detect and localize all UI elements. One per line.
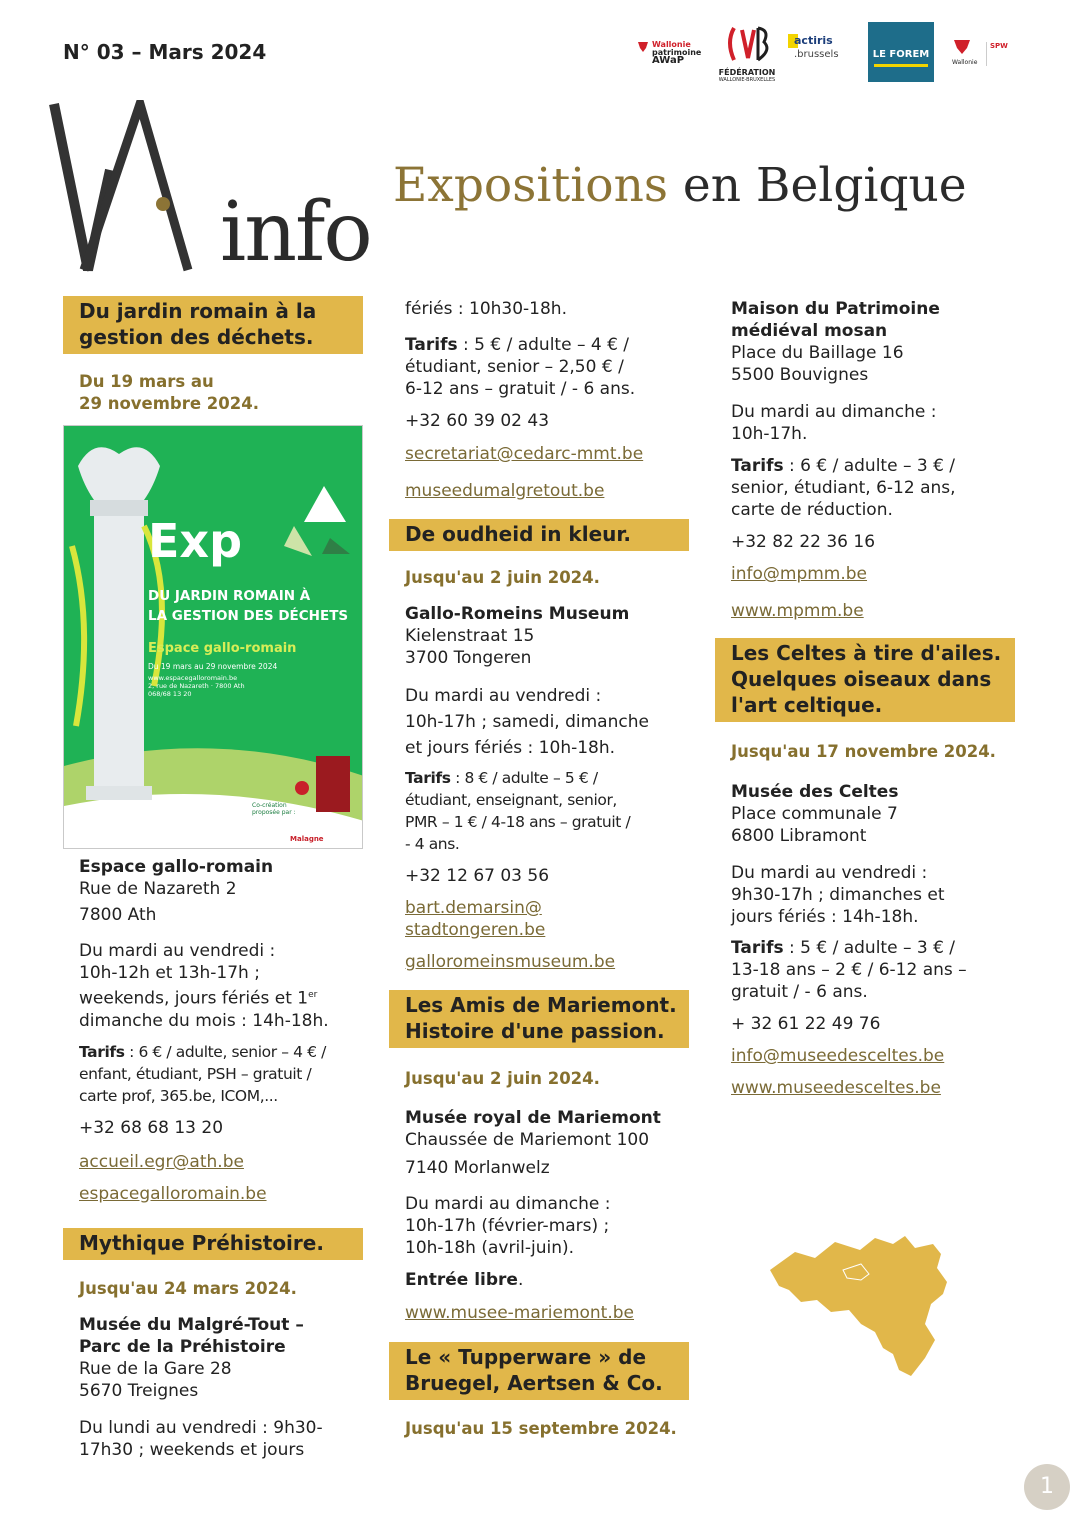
masthead-info-text: info: [220, 185, 371, 280]
exhibit-4-web-link[interactable]: www.musee-mariemont.be: [405, 1303, 635, 1323]
exhibit-3-web-link[interactable]: galloromeinsmuseum.be: [405, 952, 616, 972]
exhibit-2-info: Musée du Malgré-Tout – Parc de la Préhistoire Rue de la Gare 28 5670 Treignes Du lundi au vendredi : 9h30- 17h30 ; weekends et jours: [79, 1314, 323, 1460]
exhibit-1-title: Du jardin romain à la gestion des déchets.: [63, 296, 363, 354]
exhibit-1-email-link[interactable]: accueil.egr@ath.be: [79, 1151, 244, 1172]
exhibit-4-dates: Jusqu'au 2 juin 2024.: [405, 1069, 600, 1088]
exhibit-2-title: Mythique Préhistoire.: [63, 1228, 363, 1260]
page-title: Expositions en Belgique: [393, 158, 967, 213]
federation-wallonie-bruxelles-logo: FÉDÉRATION WALLONIE-BRUXELLES: [712, 24, 782, 84]
exhibit-1-dates: Du 19 mars au 29 novembre 2024.: [79, 372, 260, 413]
exhibit-2-email-link[interactable]: secretariat@cedarc-mmt.be: [405, 444, 644, 464]
exhibit-6-info: Maison du Patrimoine médiéval mosan Place du Baillage 16 5500 Bouvignes Du mardi au dimanche : 10h-17h. Tarifs : 6 € / adulte – 3 € / senior, étudiant, 6-12 ans, carte de réduction. +32 82 22 36 16 info@mpmm.be www.mpmm.be: [715, 298, 1015, 622]
exhibit-7-dates: Jusqu'au 17 novembre 2024.: [731, 742, 996, 761]
exhibit-6-web-link[interactable]: www.mpmm.be: [731, 601, 864, 621]
exhibit-1-tarifs: Tarifs : 6 € / adulte, senior – 4 € / enfant, étudiant, PSH – gratuit / carte prof, 365.be, ICOM,...: [79, 1042, 326, 1105]
exhibit-6-email-link[interactable]: info@mpmm.be: [731, 564, 868, 584]
exhibit-3-tarifs: Tarifs : 8 € / adulte – 5 € / étudiant, enseignant, senior, PMR – 1 € / 4-18 ans – gratuit / - 4 ans.: [405, 769, 631, 853]
exhibit-3-phone: +32 12 67 03 56: [405, 866, 550, 886]
exhibit-4-title: Les Amis de Mariemont. Histoire d'une passion.: [389, 990, 689, 1048]
exhibit-1-phone: +32 68 68 13 20: [79, 1117, 224, 1138]
actiris-logo: actiris .brussels: [788, 34, 858, 68]
column-2: [389, 298, 689, 1440]
exhibit-4-info: Musée royal de Mariemont Chaussée de Mariemont 100 7140 Morlanwelz Du mardi au dimanche : 10h-17h (février-mars) ; 10h-18h (avril-juin). Entrée libre. www.musee-mariemont.be: [389, 1107, 689, 1324]
wallonie-logo: Wallonie: [952, 38, 977, 67]
issue-number: N° 03 – Mars 2024: [63, 40, 267, 64]
exhibit-7-email-link[interactable]: info@museedesceltes.be: [731, 1046, 945, 1066]
exhibit-3-info: Gallo-Romeins Museum Kielenstraat 15 3700 Tongeren Du mardi au vendredi : 10h-17h ; samedi, dimanche et jours fériés : 10h-18h. Tarifs : 8 € / adulte – 5 € / étudiant, enseignant, senior, PMR – 1 € / 4-18 ans – gratuit / - 4 ans. +32 12 67 03 56 bart.demarsin@ stadtongeren.be galloromeinsmuseum.be: [389, 603, 689, 973]
page-number: 1: [1024, 1464, 1070, 1510]
exhibit-7-title: Les Celtes à tire d'ailes. Quelques oiseaux dans l'art celtique.: [715, 638, 1015, 722]
partner-logos: Wallonie patrimoine AWaP FÉDÉRATION WALLONIE-BRUXELLES actiris .brussels LE FOREM Wallonie SPW: [630, 22, 1025, 84]
le-forem-logo: LE FOREM: [868, 22, 934, 82]
exhibit-7-web-link[interactable]: www.museedesceltes.be: [731, 1078, 941, 1098]
exhibit-5-dates: Jusqu'au 15 septembre 2024.: [405, 1419, 677, 1438]
exhibit-6-phone: +32 82 22 36 16: [731, 532, 876, 552]
spw-logo: SPW: [986, 42, 1016, 66]
belgium-map-icon: [765, 1230, 1015, 1380]
column-1: [63, 296, 363, 1461]
wa-info-masthead: [48, 100, 378, 280]
exhibit-2-info-continued: fériés : 10h30-18h. Tarifs : 5 € / adulte – 4 € / étudiant, senior – 2,50 € / 6-12 ans – gratuit / - 6 ans. +32 60 39 02 43 secretariat@cedarc-mmt.be museedumalgretout.be: [389, 298, 689, 502]
column-3: [715, 298, 1015, 1099]
exhibit-2-web-link[interactable]: museedumalgretout.be: [405, 481, 605, 501]
exhibit-1-web-link[interactable]: espacegalloromain.be: [79, 1183, 267, 1204]
exhibit-3-dates: Jusqu'au 2 juin 2024.: [405, 568, 600, 587]
exhibit-3-title: De oudheid in kleur.: [389, 519, 689, 551]
exhibit-2-dates: Jusqu'au 24 mars 2024.: [79, 1278, 297, 1298]
exhibit-1-info: Espace gallo-romain Rue de Nazareth 2 7800 Ath Du mardi au vendredi : 10h-12h et 13h-17h ; weekends, jours fériés et 1er dimanche du mois : 14h-18h. Tarifs : 6 € / adulte, senior – 4 € / enfant, étudiant, PSH – gratuit / carte prof, 365.be, ICOM,... +32 68 68 13 20 accueil.egr@ath.be espacegalloromain.be: [63, 856, 363, 1205]
wa-logo-icon: [48, 100, 223, 275]
exhibit-3-email-link[interactable]: bart.demarsin@ stadtongeren.be: [405, 898, 546, 940]
exhibit-5-title: Le « Tupperware » de Bruegel, Aertsen & Co.: [389, 1342, 689, 1400]
exhibit-7-info: Musée des Celtes Place communale 7 6800 Libramont Du mardi au vendredi : 9h30-17h ; dimanches et jours fériés : 14h-18h. Tarifs : 5 € / adulte – 3 € / 13-18 ans – 2 € / 6-12 ans – gratuit / - 6 ans. + 32 61 22 49 76 info@museedesceltes.be www.museedesceltes.be: [715, 781, 1015, 1099]
exhibit-2-phone: +32 60 39 02 43: [405, 411, 550, 431]
exhibit-7-phone: + 32 61 22 49 76: [731, 1014, 881, 1034]
exhibit-1-poster: Exp DU JARDIN ROMAIN À LA GESTION DES DÉCHETS Espace gallo-romain Du 19 mars au 29 novembre 2024 www.espacegalloromain.be 2, rue de Nazareth · 7800 Ath 068/68 13 20 Co-création proposée par : Malagne: [63, 425, 363, 849]
